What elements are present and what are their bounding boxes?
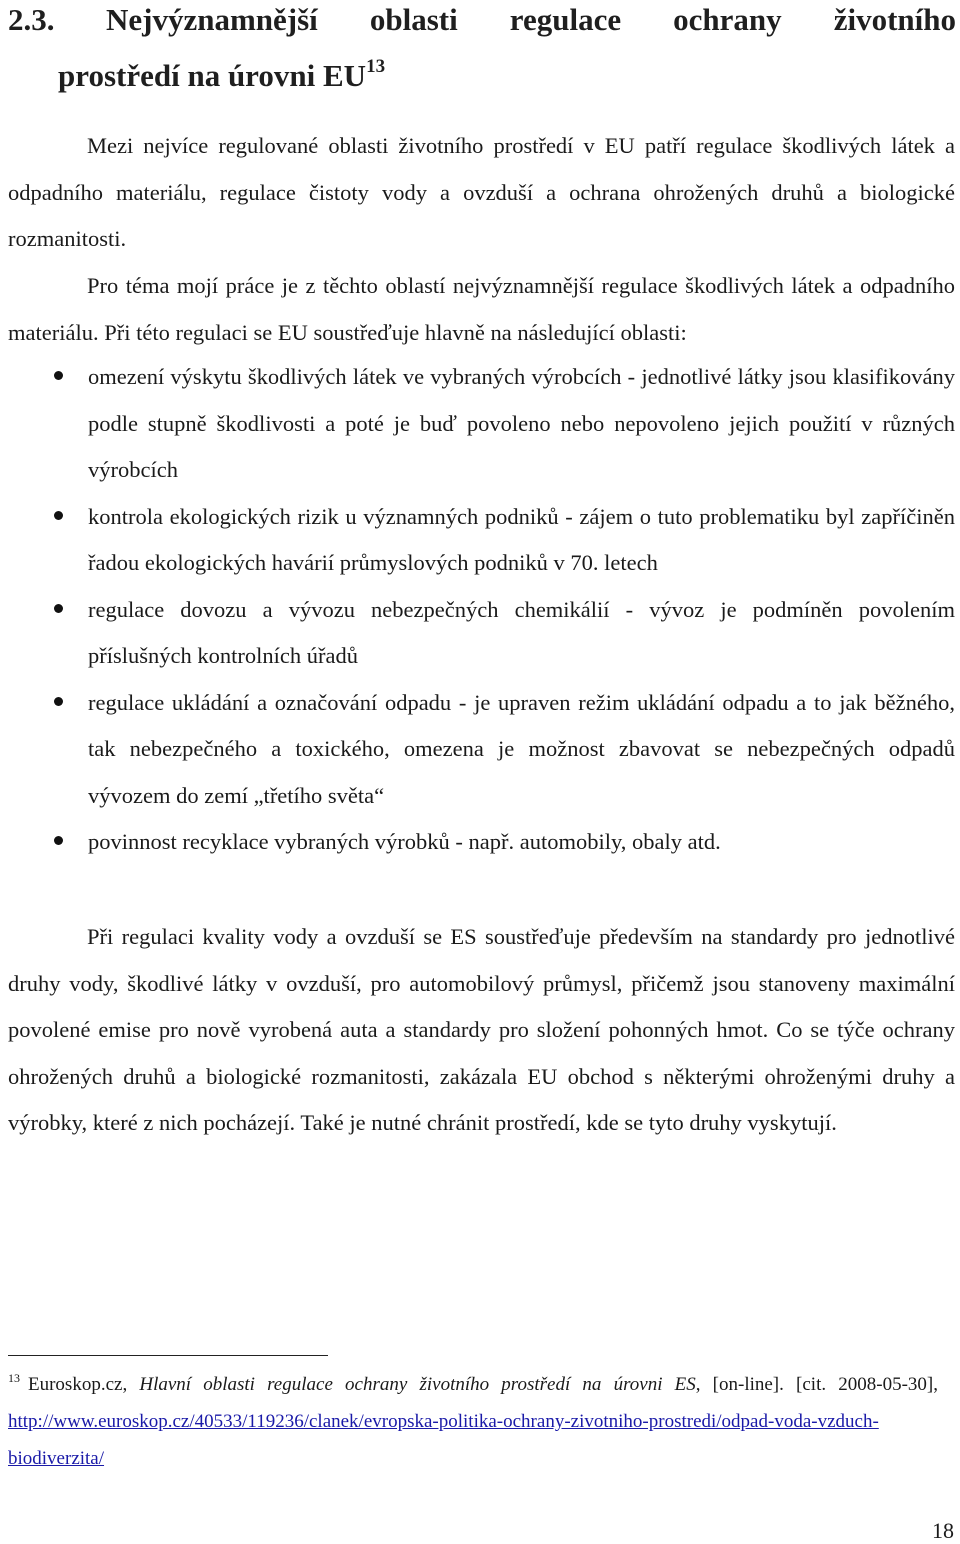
footnote-prefix: Euroskop.cz, [28, 1374, 140, 1395]
bullet-list [8, 354, 955, 866]
list-item [8, 819, 955, 866]
list-item-text: kontrola ekologických rizik u významných podniků - zájem o tuto problematiku byl zapříčiněn řadou ekologických havárií průmyslových podniků v 70. letech [88, 503, 955, 575]
footnote [8, 1366, 938, 1477]
list-item [8, 494, 955, 587]
section-title-line-1: Nejvýznamnější oblasti regulace ochrany životního [106, 2, 956, 37]
bullet-icon [54, 371, 63, 380]
paragraph-water-air-regulation: Při regulaci kvality vody a ovzduší se ES soustřeďuje především na standardy pro jednotlivé druhy vody, škodlivé látky v ovzduší, pro automobilový průmysl, přičemž jsou stanoveny maximální povolené emise pro nově vyrobená auta a standardy pro složení pohonných hmot. Co se týče ochrany ohrožených druhů a biologické rozmanitosti, zakázala EU obchod s některými ohroženými druhy a výrobky, které z nich pocházejí. Také je nutné chránit prostředí, kde se tyto druhy vyskytují. [8, 924, 955, 1135]
section-number: 2.3. [8, 2, 55, 37]
list-item-text: regulace ukládání a označování odpadu - je upraven režim ukládání odpadu a to jak běžného, tak nebezpečného a toxického, omezena je možnost zbavovat se nebezpečných odpadů vývozem do zemí „třetího světa“ [88, 689, 955, 808]
section-heading-line-2 [58, 56, 385, 96]
section-title-line-2: prostředí na úrovni EU [58, 58, 367, 93]
page-number: 18 [932, 1518, 954, 1543]
list-item [8, 587, 955, 680]
list-item [8, 680, 955, 820]
bullet-icon [54, 511, 63, 520]
bullet-icon [54, 604, 63, 613]
footnote-link[interactable]: http://www.euroskop.cz/40533/119236/clanek/evropska-politika-ochrany-zivotniho-prostredi/odpad-voda-vzduch-biodiverzita/ [8, 1411, 879, 1469]
footnote-citation: , [on-line]. [cit. 2008-05-30], [695, 1374, 938, 1395]
paragraph-thesis-focus: Pro téma mojí práce je z těchto oblastí nejvýznamnější regulace škodlivých látek a odpadního materiálu. Při této regulaci se EU soustřeďuje hlavně na následující oblasti: [8, 273, 955, 345]
footnote-source-title: Hlavní oblasti regulace ochrany životního prostředí na úrovni ES [139, 1374, 696, 1395]
footnote-separator [8, 1355, 328, 1356]
list-item-text: omezení výskytu škodlivých látek ve vybraných výrobcích - jednotlivé látky jsou klasifikovány podle stupně škodlivosti a poté je buď povoleno nebo nepovoleno jejich použití v různých výrobcích [88, 364, 955, 482]
paragraph-regulated-areas: Mezi nejvíce regulované oblasti životního prostředí v EU patří regulace škodlivých látek a odpadního materiálu, regulace čistoty vody a ovzduší a ochrana ohrožených druhů a biologické rozmanitosti. [8, 133, 955, 251]
bullet-icon [54, 836, 63, 845]
bullet-icon [54, 697, 63, 706]
footnote-reference[interactable]: 13 [366, 56, 386, 77]
list-item-text: povinnost recyklace vybraných výrobků - např. automobily, obaly atd. [88, 829, 721, 854]
list-item [8, 354, 955, 494]
section-heading-line-1 [8, 0, 956, 40]
footnote-number: 13 [8, 1371, 20, 1385]
list-item-text: regulace dovozu a vývozu nebezpečných chemikálií - vývoz je podmíněn povolením příslušných kontrolních úřadů [88, 596, 955, 668]
